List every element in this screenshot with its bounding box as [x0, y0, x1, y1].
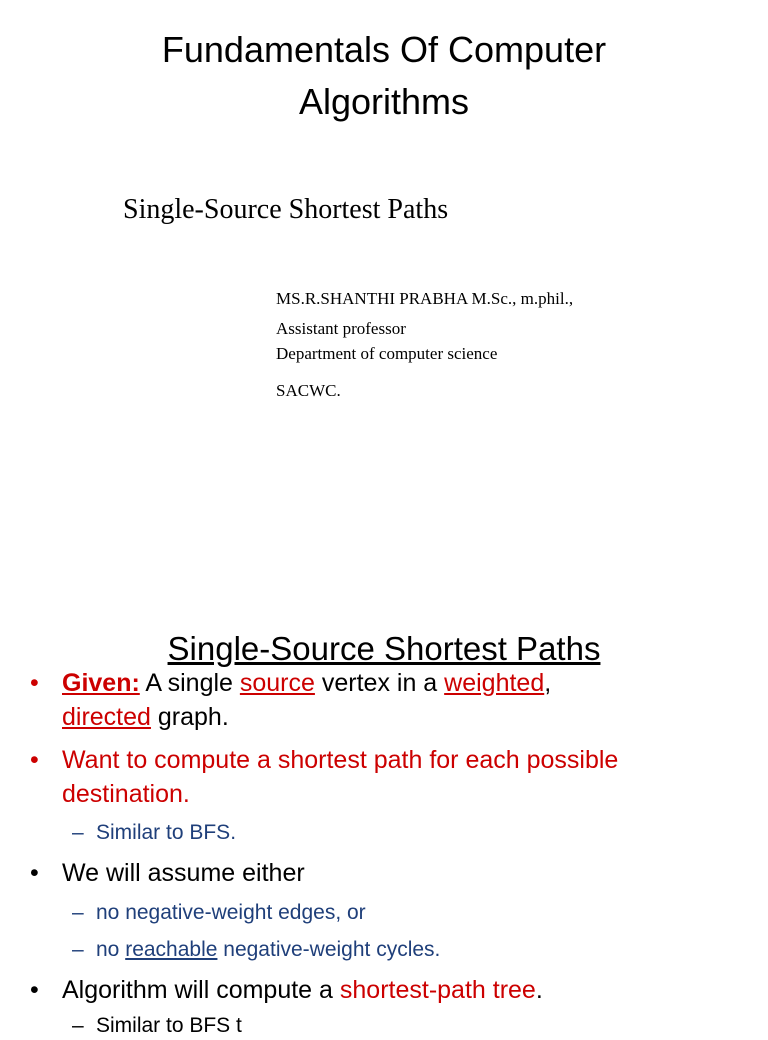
sub-bullet-cutoff [72, 1012, 242, 1040]
text-run: Algorithm will compute a [62, 976, 340, 1004]
bullet-text: We will assume either [62, 859, 305, 887]
bullet-marker: • [30, 746, 39, 774]
bullet-text [62, 666, 740, 734]
author-name: MS.R.SHANTHI PRABHA M.Sc., m.phil., [276, 289, 574, 308]
author-college: SACWC. [276, 381, 341, 400]
source-term: source [239, 669, 315, 697]
text-run: vertex in a [314, 669, 445, 697]
topic-subtitle: Single-Source Shortest Paths [123, 194, 449, 225]
sub-bullet-text: no negative-weight edges, or [96, 901, 366, 924]
text-run: graph. [150, 703, 229, 731]
author-department: Department of computer science [276, 344, 498, 363]
sub-bullet-no-neg-cycles [72, 936, 440, 964]
dash-marker: – [72, 938, 84, 961]
bullet-text [62, 973, 740, 1007]
bullet-marker: • [30, 976, 39, 1004]
dash-marker: – [72, 1014, 84, 1037]
text-run: no [96, 938, 126, 961]
text-run: . [535, 976, 543, 1004]
bullet-marker: • [30, 859, 39, 887]
given-label: Given: [62, 669, 140, 697]
bullet-assumption [30, 856, 740, 890]
sub-bullet-similar-bfs [72, 819, 236, 847]
bullet-goal [30, 743, 740, 811]
slide-title: Single-Source Shortest Paths [167, 630, 601, 667]
author-designation: Assistant professor [276, 319, 406, 338]
text-run: A single [139, 669, 240, 697]
shortest-path-tree-term: shortest-path tree [339, 976, 536, 1004]
bullet-text: Want to compute a shortest path for each possible destination. [62, 746, 619, 808]
bullet-output [30, 973, 740, 1007]
sub-bullet-text: Similar to BFS. [96, 821, 237, 844]
bullet-given [30, 666, 740, 734]
course-title-line-1: Fundamentals Of Computer [161, 29, 607, 70]
content-slide [0, 600, 768, 1037]
dash-marker: – [72, 901, 84, 924]
text-run: , [544, 669, 552, 697]
reachable-term: reachable [125, 938, 218, 961]
weighted-term: weighted [444, 669, 545, 697]
sub-bullet-no-neg-edges [72, 899, 366, 927]
text-run: negative-weight cycles. [217, 938, 441, 961]
directed-term: directed [62, 703, 151, 731]
course-title-line-2: Algorithms [298, 81, 470, 122]
bullet-marker: • [30, 669, 39, 697]
course-title [0, 24, 768, 128]
sub-bullet-text: Similar to BFS t [96, 1014, 242, 1037]
dash-marker: – [72, 821, 84, 844]
